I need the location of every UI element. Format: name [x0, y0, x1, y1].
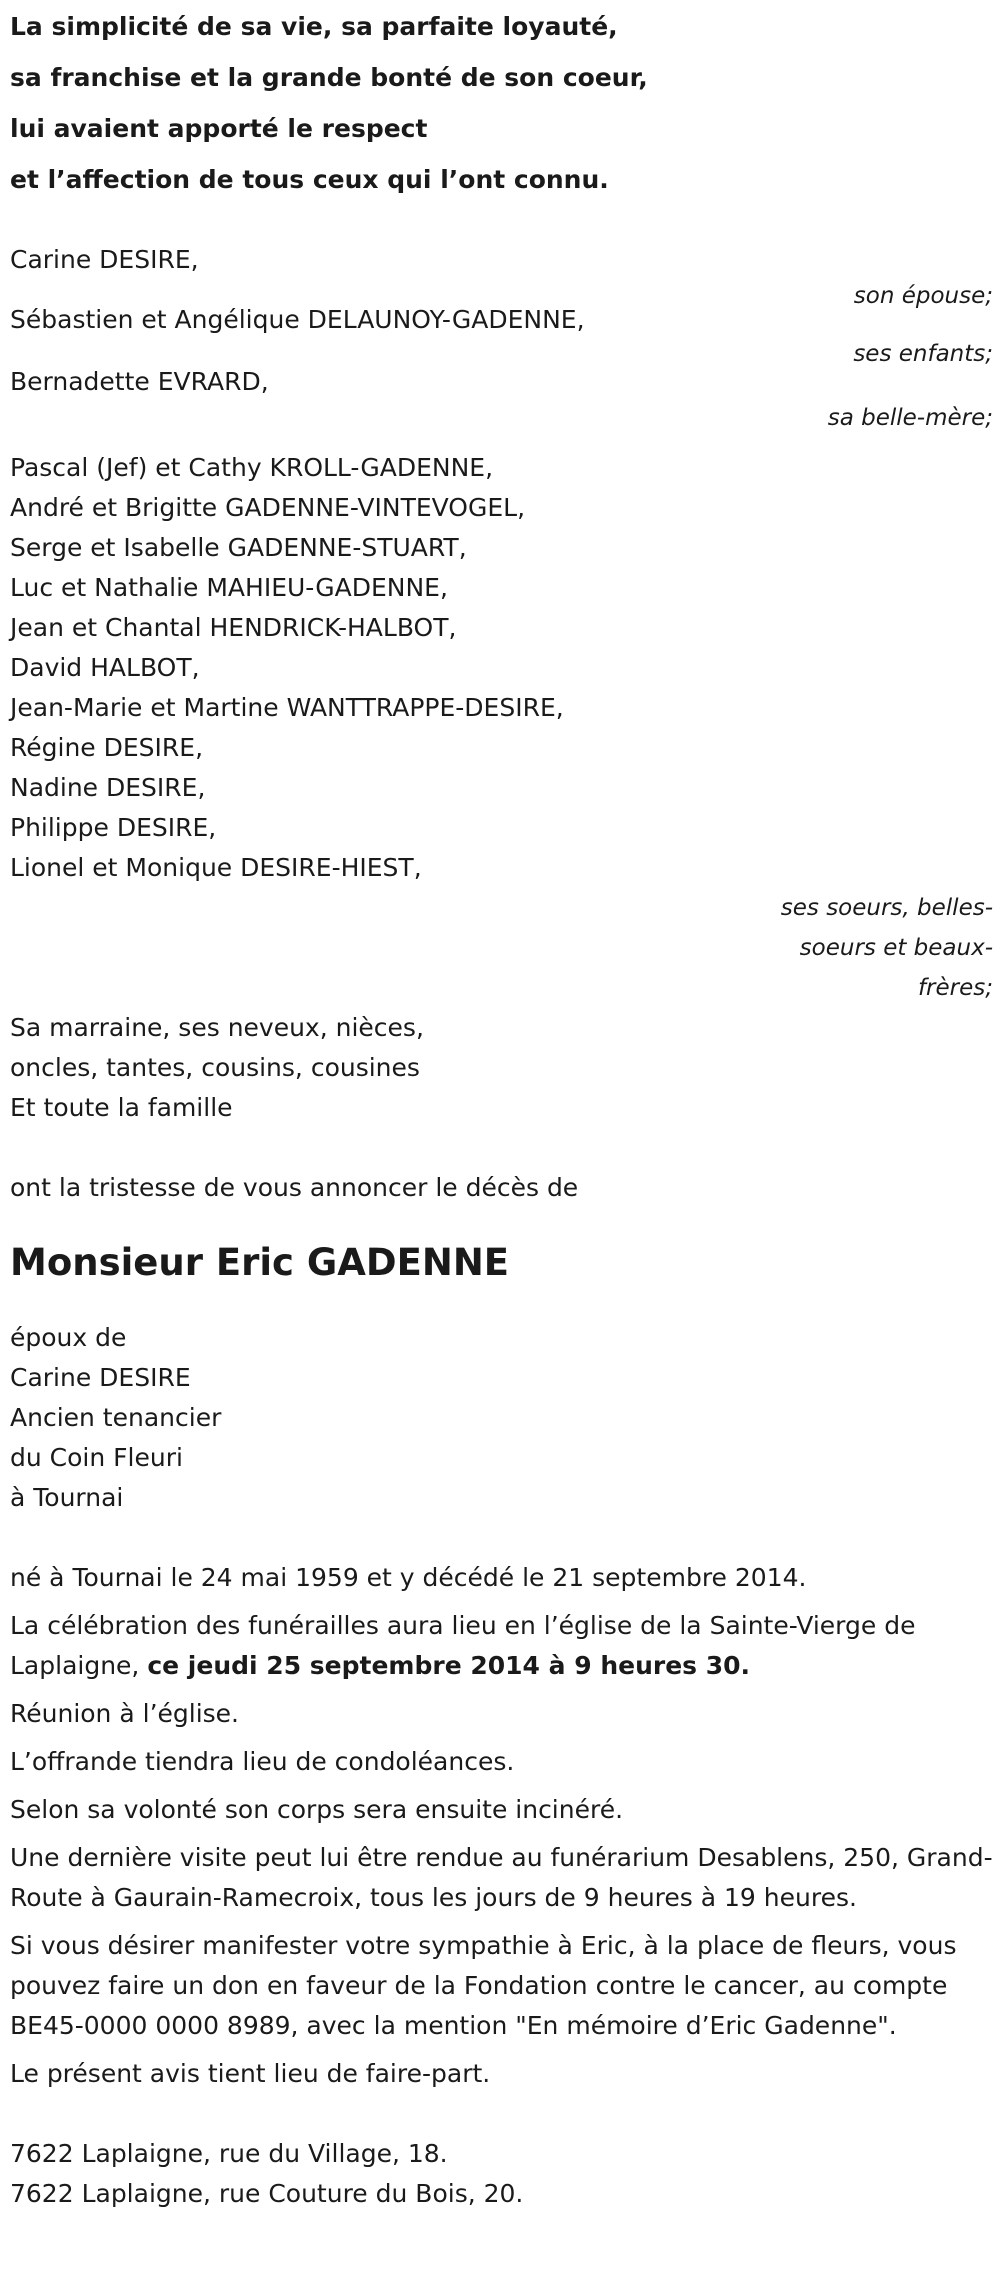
mother-in-law-role: sa belle-mère;	[827, 405, 993, 431]
quote-line: lui avaient apporté le respect	[10, 114, 428, 143]
sibling-name: Régine DESIRE,	[10, 733, 204, 762]
sibling-name: Philippe DESIRE,	[10, 813, 217, 842]
meeting-text: Réunion à l’église.	[10, 1699, 240, 1728]
siblings-role-line: ses soeurs, belles-	[780, 895, 993, 921]
deceased-name: Monsieur Eric GADENNE	[10, 1241, 510, 1284]
siblings-role	[733, 888, 995, 1008]
sibling-name: Nadine DESIRE,	[10, 773, 206, 802]
sibling-name: Pascal (Jef) et Cathy KROLL-GADENNE,	[10, 453, 494, 482]
offering-text: L’offrande tiendra lieu de condoléances.	[10, 1747, 515, 1776]
details-paragraphs	[10, 1558, 995, 2094]
mother-in-law-name: Bernadette EVRARD,	[10, 367, 269, 396]
deceased-details	[10, 1318, 995, 1518]
announcement-text: ont la tristesse de vous annoncer le décès de	[10, 1173, 579, 1202]
cremation-text: Selon sa volonté son corps sera ensuite incinéré.	[10, 1795, 624, 1824]
quote-line: La simplicité de sa vie, sa parfaite loyauté,	[10, 12, 618, 41]
birth-death-text: né à Tournai le 24 mai 1959 et y décédé le 21 septembre 2014.	[10, 1563, 807, 1592]
deceased-detail: Ancien tenancier	[10, 1403, 222, 1432]
deceased-detail: du Coin Fleuri	[10, 1443, 183, 1472]
mother-in-law-entry	[10, 362, 995, 438]
other-family	[10, 1008, 995, 1128]
deceased-detail: époux de	[10, 1323, 127, 1352]
other-family-line: oncles, tantes, cousins, cousines	[10, 1053, 420, 1082]
visit-text: Une dernière visite peut lui être rendue au funérarium Desablens, 250, Grand-Route à Gaurain-Ramecroix, tous les jours de 9 heures à 19 heures.	[10, 1843, 993, 1912]
siblings-role-line: frères;	[917, 975, 993, 1001]
other-family-line: Sa marraine, ses neveux, nièces,	[10, 1013, 424, 1042]
sibling-name: Serge et Isabelle GADENNE-STUART,	[10, 533, 467, 562]
siblings-role-line: soeurs et beaux-	[799, 935, 993, 961]
obituary-notice	[10, 0, 995, 2214]
addresses	[10, 2134, 995, 2214]
deceased-detail: Carine DESIRE	[10, 1363, 191, 1392]
address-line: 7622 Laplaigne, rue du Village, 18.	[10, 2139, 448, 2168]
children-name: Sébastien et Angélique DELAUNOY-GADENNE,	[10, 305, 585, 334]
family-list	[10, 240, 995, 1128]
children-role: ses enfants;	[853, 341, 993, 367]
sibling-name: Jean-Marie et Martine WANTTRAPPE-DESIRE,	[10, 693, 564, 722]
siblings-list	[10, 448, 995, 888]
spouse-role: son épouse;	[853, 283, 993, 309]
ceremony-datetime: ce jeudi 25 septembre 2014 à 9 heures 30.	[147, 1651, 751, 1680]
quote-line: sa franchise et la grande bonté de son coeur,	[10, 63, 648, 92]
notice-text: Le présent avis tient lieu de faire-part.	[10, 2059, 491, 2088]
quote-line: et l’affection de tous ceux qui l’ont connu.	[10, 165, 609, 194]
address-line: 7622 Laplaigne, rue Couture du Bois, 20.	[10, 2179, 524, 2208]
spouse-name: Carine DESIRE,	[10, 245, 199, 274]
deceased-detail: à Tournai	[10, 1483, 124, 1512]
other-family-line: Et toute la famille	[10, 1093, 233, 1122]
sibling-name: André et Brigitte GADENNE-VINTEVOGEL,	[10, 493, 526, 522]
sibling-name: David HALBOT,	[10, 653, 200, 682]
ceremony-text	[10, 1606, 995, 1686]
ceremony-place: La célébration des funérailles aura lieu en l’église de la Sainte-Vierge de Laplaigne,	[10, 1611, 916, 1680]
quote-block	[10, 0, 995, 204]
donation-text: Si vous désirer manifester votre sympathie à Eric, à la place de fleurs, vous pouvez faire un don en faveur de la Fondation contre le cancer, au compte BE45-0000 0000 8989, avec la mention "En mémoire d’Eric Gadenne".	[10, 1931, 957, 2040]
sibling-name: Luc et Nathalie MAHIEU-GADENNE,	[10, 573, 448, 602]
sibling-name: Lionel et Monique DESIRE-HIEST,	[10, 853, 422, 882]
sibling-name: Jean et Chantal HENDRICK-HALBOT,	[10, 613, 457, 642]
